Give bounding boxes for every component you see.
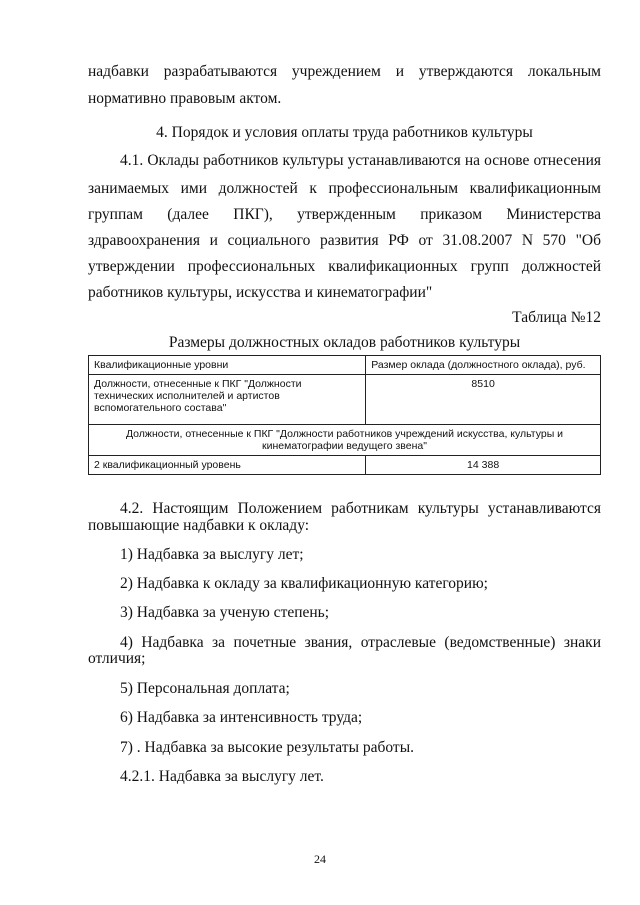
subsection-heading: 4.2.1. Надбавка за выслугу лет. <box>120 768 324 785</box>
paragraph-line: работников культуры, искусства и кинематографии" <box>88 284 433 301</box>
page-number: 24 <box>314 852 326 866</box>
table-header-cell: Квалификационные уровни <box>89 356 366 375</box>
list-item: 4) Надбавка за почетные звания, отраслевые (ведомственные) знаки <box>120 634 601 651</box>
list-item: 6) Надбавка за интенсивность труда; <box>120 709 363 726</box>
paragraph-line: повышающие надбавки к окладу: <box>88 517 310 534</box>
salary-table <box>88 355 601 475</box>
table-header-row <box>89 356 601 375</box>
table-row <box>89 456 601 475</box>
table-cell: Должности, отнесенные к ПКГ "Должности технических исполнителей и артистов вспомогательного состава" <box>89 375 366 425</box>
paragraph-line: утверждении профессиональных квалификационных групп должностей <box>88 258 601 275</box>
list-item-continuation: отличия; <box>88 650 146 667</box>
paragraph-line: здравоохранения и социального развития РФ от 31.08.2007 N 570 "Об <box>88 232 601 249</box>
table-header-cell: Размер оклада (должностного оклада), руб. <box>366 356 601 375</box>
list-item: 7) . Надбавка за высокие результаты работы. <box>120 739 414 756</box>
list-item: 1) Надбавка за выслугу лет; <box>120 546 304 563</box>
table-cell: 2 квалификационный уровень <box>89 456 366 475</box>
list-item: 2) Надбавка к окладу за квалификационную категорию; <box>120 575 488 592</box>
paragraph-line: группам (далее ПКГ), утвержденным приказом Министерства <box>88 206 601 223</box>
table-cell: 8510 <box>366 375 601 425</box>
paragraph-line: 4.2. Настоящим Положением работникам культуры устанавливаются <box>120 500 601 517</box>
table-group-cell: Должности, отнесенные к ПКГ "Должности работников учреждений искусства, культуры и кинематографии ведущего звена" <box>89 425 601 456</box>
section-heading: 4. Порядок и условия оплаты труда работников культуры <box>156 124 533 141</box>
table-group-row <box>89 425 601 456</box>
list-item: 5) Персональная доплата; <box>120 680 290 697</box>
table-label: Таблица №12 <box>512 309 601 326</box>
table-cell: 14 388 <box>366 456 601 475</box>
table-title: Размеры должностных окладов работников культуры <box>168 334 521 351</box>
text-line: надбавки разрабатываются учреждением и утверждаются локальным <box>88 63 601 80</box>
list-item: 3) Надбавка за ученую степень; <box>120 604 330 621</box>
paragraph-line: занимаемых ими должностей к профессиональным квалификационным <box>88 180 601 197</box>
text-line: нормативно правовым актом. <box>88 90 282 107</box>
paragraph-line: 4.1. Оклады работников культуры устанавливаются на основе отнесения <box>120 152 601 169</box>
table-row <box>89 375 601 425</box>
